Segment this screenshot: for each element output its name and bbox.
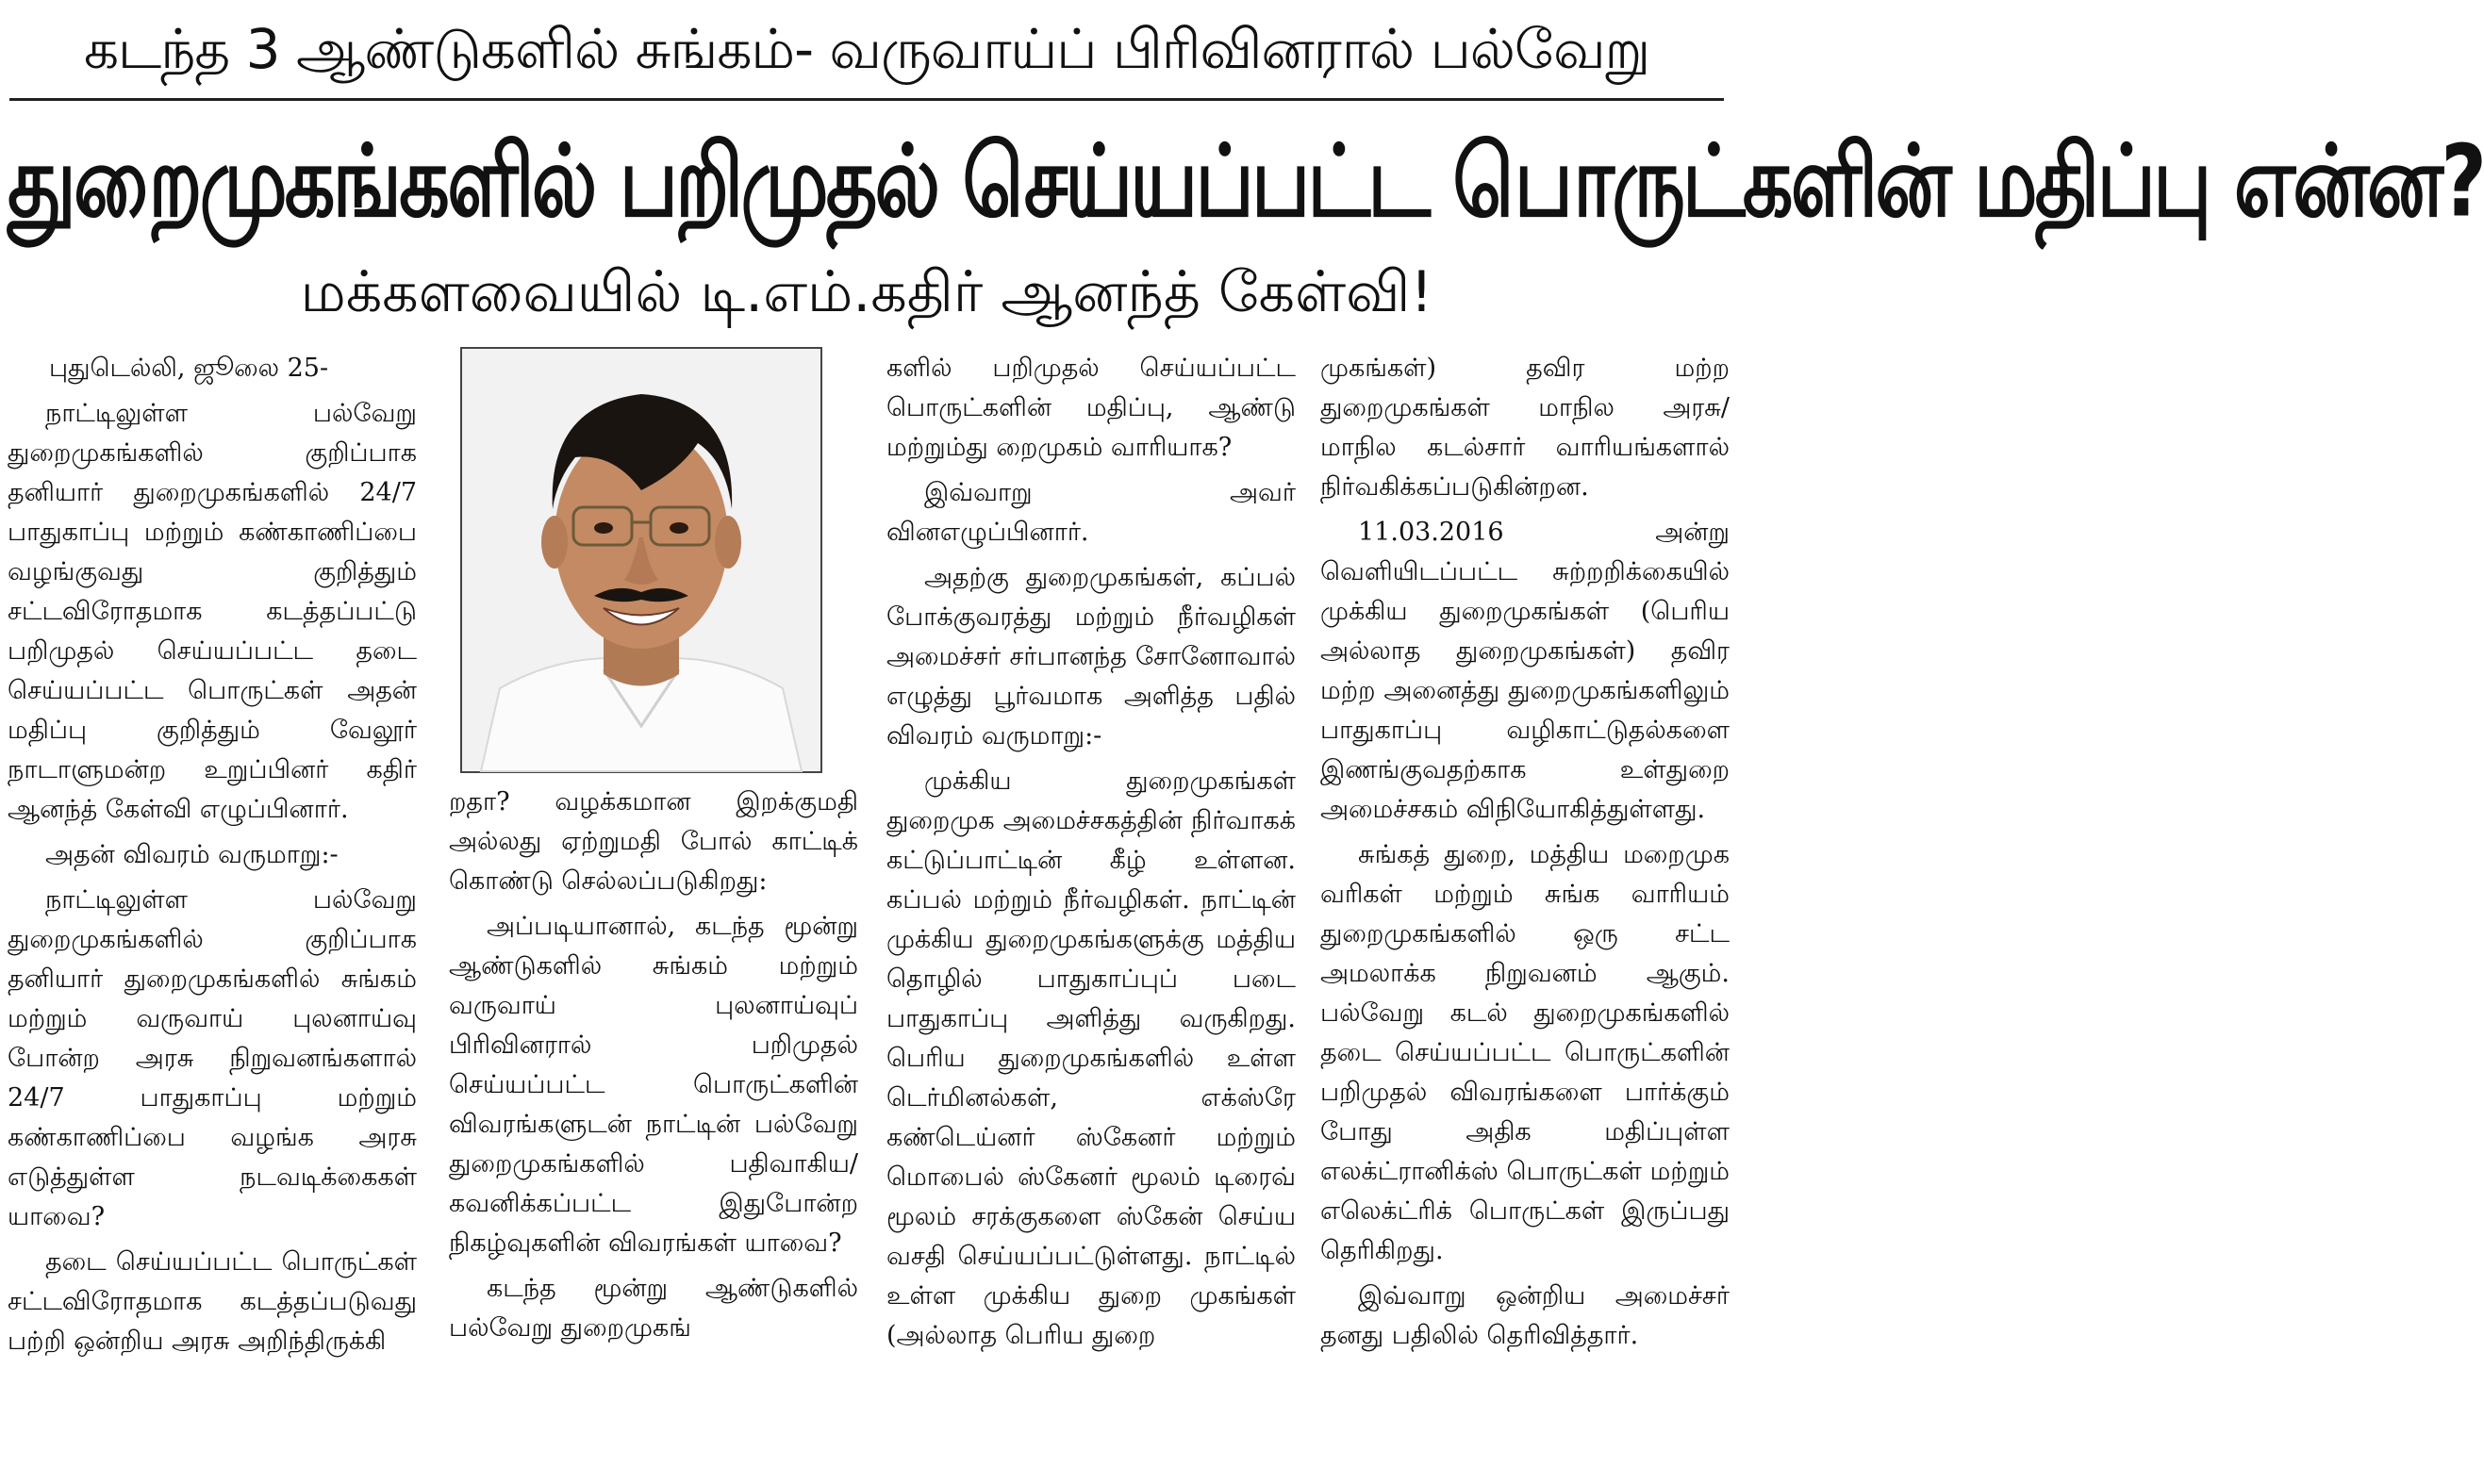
paragraph: முகங்கள்) தவிர மற்ற துறைமுகங்கள் மாநில அரசு/ மாநில கடல்சார் வாரியங்களால் நிர்வகிக்கப்படுகின்றன. xyxy=(1320,354,1730,502)
headline: துறைமுகங்களில் பறிமுதல் செய்யப்பட்ட பொருட்களின் மதிப்பு என்ன? xyxy=(8,123,2484,239)
article-column-1 xyxy=(8,349,417,1480)
paragraph: சுங்கத் துறை, மத்திய மறைமுக வரிகள் மற்றும் சுங்க வாரியம் துறைமுகங்களில் ஒரு சட்ட அமலாக்க நிறுவனம் ஆகும். பல்வேறு கடல் துறைமுகங்களில் தடை செய்யப்பட்ட பொருட்களின் பறிமுதல் விவரங்களை பார்க்கும் போது அதிக மதிப்புள்ள எலக்ட்ரானிக்ஸ் பொருட்கள் மற்றும் எலெக்ட்ரிக் பொருட்கள் இருப்பது தெரிகிறது. xyxy=(1320,840,1730,1265)
paragraph: றதா? வழக்கமான இறக்குமதி அல்லது ஏற்றுமதி போல் காட்டிக் கொண்டு செல்லப்படுகிறது: xyxy=(449,787,858,896)
paragraph: அதன் விவரம் வருமாறு:- xyxy=(45,840,339,869)
article-column-4 xyxy=(1320,349,1730,1480)
article-column-3 xyxy=(886,349,1296,1480)
paragraph: அப்படியானால், கடந்த மூன்று ஆண்டுகளில் சுங்கம் மற்றும் வருவாய் புலனாய்வுப் பிரிவினரால் பறிமுதல் செய்யப்பட்ட பொருட்களின் விவரங்களுடன் நாட்டின் பல்வேறு துறைமுகங்களில் பதிவாகிய/கவனிக்கப்பட்ட இதுபோன்ற நிகழ்வுகளின் விவரங்கள் யாவை? xyxy=(449,912,858,1258)
paragraph: 11.03.2016 அன்று வெளியிடப்பட்ட சுற்றறிக்கையில் முக்கிய துறைமுகங்கள் (பெரிய அல்லாத துறைமுகங்கள்) தவிர மற்ற அனைத்து துறைமுகங்களிலும் பாதுகாப்பு வழிகாட்டுதல்களை இணங்குவதற்காக உள்துறை அமைச்சகம் விநியோகித்துள்ளது. xyxy=(1320,518,1730,824)
kicker: கடந்த 3 ஆண்டுகளில் சுங்கம்- வருவாய்ப் பிரிவினரால் பல்வேறு xyxy=(83,17,1650,81)
paragraph: அதற்கு துறைமுகங்கள், கப்பல் போக்குவரத்து மற்றும் நீர்வழிகள் அமைச்சர் சர்பானந்த சோனோவால் எழுத்து பூர்வமாக அளித்த பதில் விவரம் வருமாறு:- xyxy=(886,563,1296,750)
paragraph: முக்கிய துறைமுகங்கள் துறைமுக அமைச்சகத்தின் நிர்வாகக் கட்டுப்பாட்டின் கீழ் உள்ளன. கப்பல் மற்றும் நீர்வழிகள். நாட்டின் முக்கிய துறைமுகங்களுக்கு மத்திய தொழில் பாதுகாப்புப் படை பாதுகாப்பு அளித்து வருகிறது. பெரிய துறைமுகங்களில் உள்ள டெர்மினல்கள், எக்ஸ்ரே கண்டெய்னர் ஸ்கேனர் மற்றும் மொபைல் ஸ்கேனர் மூலம் டிரைவ் மூலம் சரக்குகளை ஸ்கேன் செய்ய வசதி செய்யப்பட்டுள்ளது. நாட்டில் உள்ள முக்கிய துறை முகங்கள் (அல்லாத பெரிய துறை xyxy=(886,767,1296,1350)
paragraph: நாட்டிலுள்ள பல்வேறு துறைமுகங்களில் குறிப்பாக தனியார் துறைமுகங்களில் சுங்கம் மற்றும் வருவாய் புலனாய்வு போன்ற அரசு நிறுவனங்களால் 24/7 பாதுகாப்பு மற்றும் கண்காணிப்பை வழங்க அரசு எடுத்துள்ள நடவடிக்கைகள் யாவை? xyxy=(8,885,417,1231)
portrait-photo-icon xyxy=(462,349,820,771)
paragraph: இவ்வாறு ஒன்றிய அமைச்சர் தனது பதிலில் தெரிவித்தார். xyxy=(1320,1281,1730,1350)
headline-block xyxy=(0,0,2484,358)
paragraph: இவ்வாறு அவர் வினஎழுப்பினார். xyxy=(886,478,1296,547)
dateline: புதுடெல்லி, ஜூலை 25- xyxy=(49,354,329,383)
subhead: மக்களவையில் டி.எம்.கதிர் ஆனந்த் கேள்வி! xyxy=(300,259,1433,325)
article-column-2 xyxy=(449,783,858,1480)
paragraph: கடந்த மூன்று ஆண்டுகளில் பல்வேறு துறைமுகங் xyxy=(449,1274,858,1343)
paragraph: தடை செய்யப்பட்ட பொருட்கள் சட்டவிரோதமாக கடத்தப்படுவது பற்றி ஒன்றிய அரசு அறிந்திருக்கி xyxy=(8,1247,417,1356)
paragraph: நாட்டிலுள்ள பல்வேறு துறைமுகங்களில் குறிப்பாக தனியார் துறைமுகங்களில் 24/7 பாதுகாப்பு மற்றும் கண்காணிப்பை வழங்குவது குறித்தும் சட்டவிரோதமாக கடத்தப்பட்டு பறிமுதல் செய்யப்பட்ட தடை செய்யப்பட்ட பொருட்கள் அதன் மதிப்பு குறித்தும் வேலூர் நாடாளுமன்ற உறுப்பினர் கதிர் ஆனந்த் கேள்வி எழுப்பினார். xyxy=(8,399,417,824)
portrait-photo xyxy=(460,347,822,773)
paragraph: களில் பறிமுதல் செய்யப்பட்ட பொருட்களின் மதிப்பு, ஆண்டு மற்றும்து றைமுகம் வாரியாக? xyxy=(886,354,1296,462)
